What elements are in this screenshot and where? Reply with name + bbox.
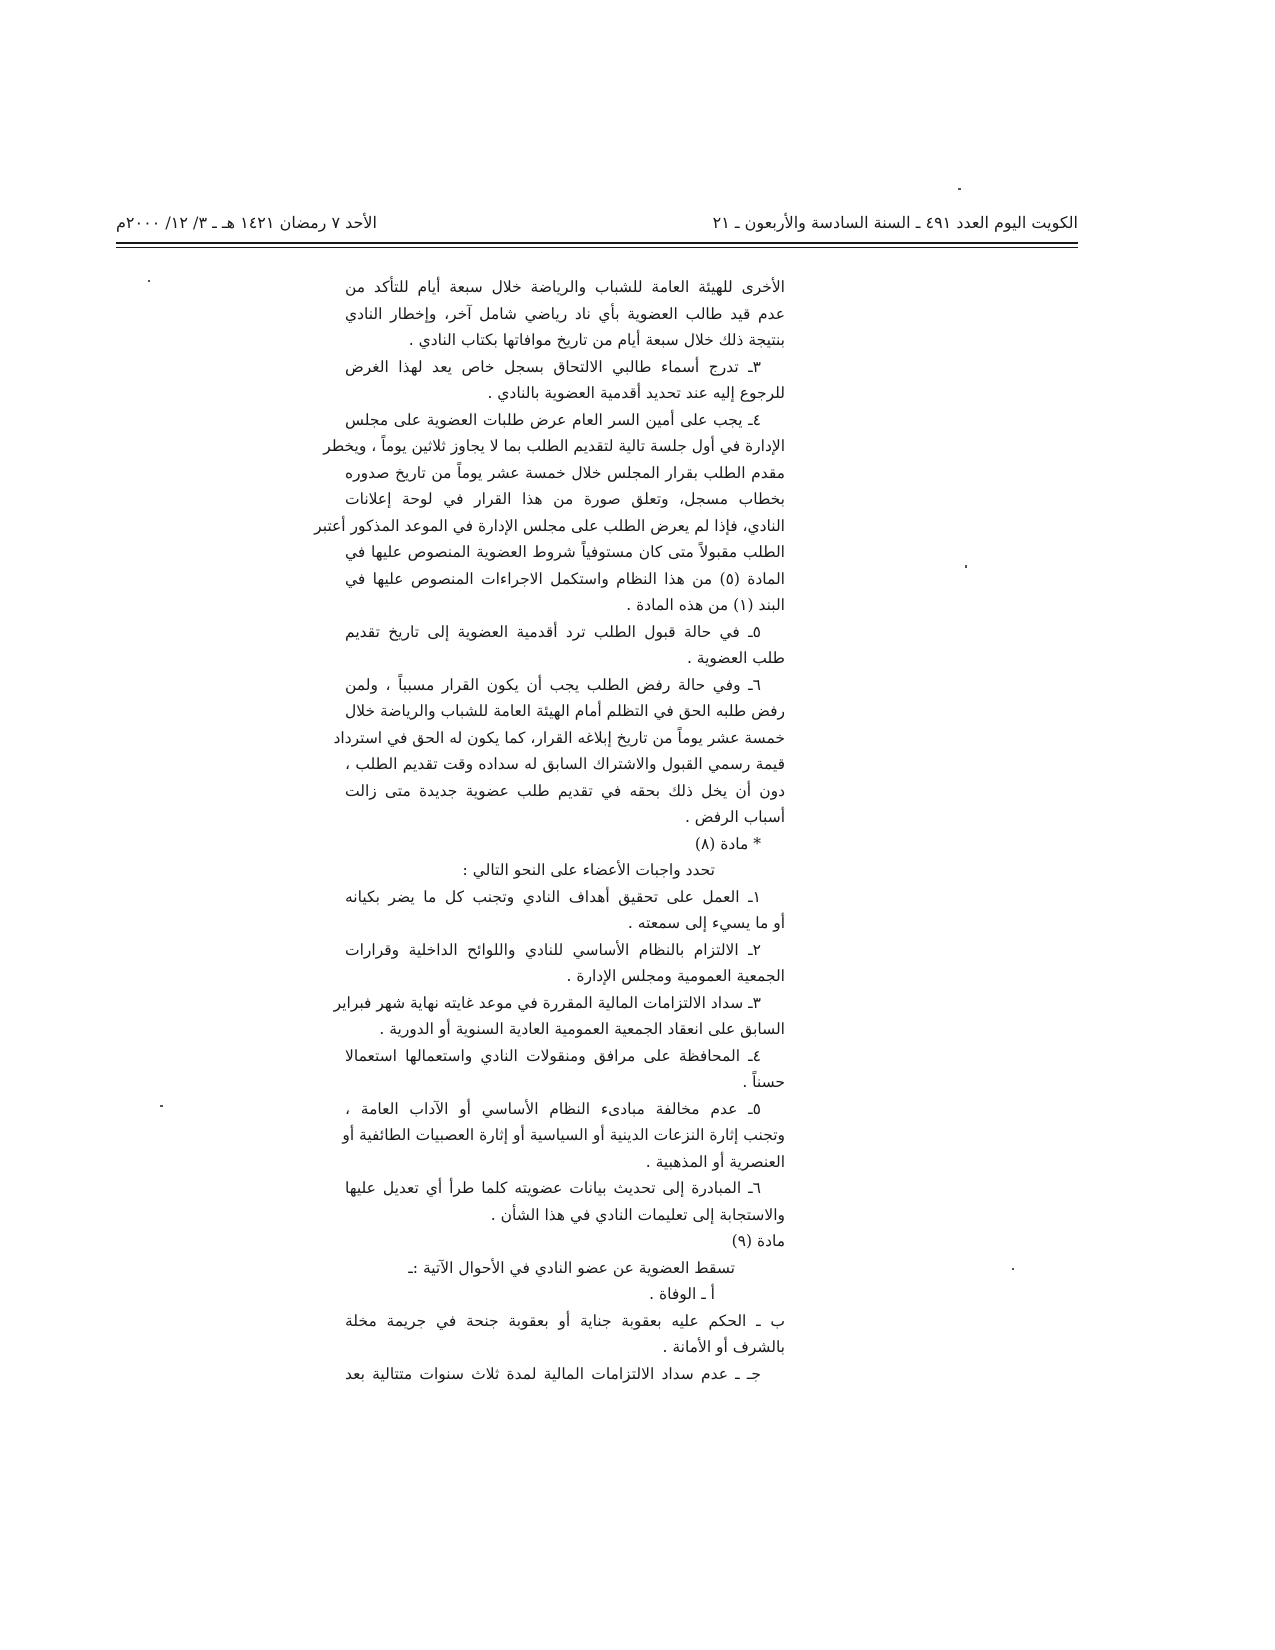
text-line: ٤ـ المحافظة على مرافق ومنقولات النادي واستعمالها استعمالا [345, 1046, 761, 1065]
text-line: ٢ـ الالتزام بالنظام الأساسي للنادي واللوائح الداخلية وقرارات [345, 940, 761, 959]
text-line: بالشرف أو الأمانة . [662, 1338, 785, 1356]
scan-speck [965, 565, 967, 568]
text-line: ٦ـ وفي حالة رفض الطلب يجب أن يكون القرار مسبباً ، ولمن [345, 675, 761, 694]
text-line: مقدم الطلب بقرار المجلس خلال خمسة عشر يوماً من تاريخ صدوره [345, 463, 785, 482]
text-line: الجمعية العمومية ومجلس الإدارة . [566, 967, 785, 985]
text-line: أسباب الرفض . [684, 808, 785, 826]
text-line: ٤ـ يجب على أمين السر العام عرض طلبات العضوية على مجلس [345, 410, 761, 429]
scan-speck [148, 280, 150, 282]
article-heading: * مادة (٨) [694, 834, 761, 853]
scan-speck [958, 188, 961, 190]
scan-speck [160, 1105, 163, 1107]
scan-speck [1012, 1268, 1014, 1270]
text-line: للرجوع إليه عند تحديد أقدمية العضوية بالنادي . [487, 384, 785, 402]
text-line: دون أن يخل ذلك بحقه في تقديم طلب عضوية جديدة متى زالت [345, 781, 785, 800]
header-issue-info: الكويت اليوم العدد ٤٩١ ـ السنة السادسة والأربعون ـ ٢١ [712, 213, 1078, 232]
text-line: البند (١) من هذه المادة . [626, 596, 785, 614]
text-line: خمسة عشر يوماً من تاريخ إبلاغه القرار، كما يكون له الحق في استرداد [333, 728, 785, 747]
header-rule [116, 242, 1078, 244]
article-heading: مادة (٩) [731, 1232, 785, 1250]
text-line: تحدد واجبات الأعضاء على النحو التالي : [462, 861, 715, 879]
text-line: أو ما يسيء إلى سمعته . [627, 914, 785, 932]
text-line: وتجنب إثارة النزعات الدينية أو السياسية أو إثارة العصبيات الطائفية أو [342, 1126, 785, 1144]
text-line: النادي، فإذا لم يعرض الطلب على مجلس الإدارة في الموعد المذكور أعتبر [314, 516, 785, 535]
text-line: ٣ـ تدرج أسماء طالبي الالتحاق بسجل خاص يعد لهذا الغرض [345, 357, 761, 376]
text-line: ب ـ الحكم عليه بعقوبة جناية أو بعقوبة جنحة في جريمة مخلة [345, 1311, 785, 1330]
text-line: والاستجابة إلى تعليمات النادي في هذا الشأن . [490, 1205, 785, 1224]
text-line: الأخرى للهيئة العامة للشباب والرياضة خلال سبعة أيام للتأكد من [345, 278, 785, 296]
text-line: ٣ـ سداد الالتزامات المالية المقررة في موعد غايته نهاية شهر فبراير [333, 993, 761, 1012]
text-line: جـ ـ عدم سداد الالتزامات المالية لمدة ثلاث سنوات متتالية بعد [345, 1364, 761, 1383]
text-line: عدم قيد طالب العضوية بأي ناد رياضي شامل آخر، وإخطار النادي [345, 304, 785, 323]
text-line: العنصرية أو المذهبية . [645, 1152, 785, 1171]
text-line: بخطاب مسجل، وتعلق صورة من هذا القرار في لوحة إعلانات [345, 490, 785, 508]
text-line: بنتيجة ذلك خلال سبعة أيام من تاريخ موافاتها بكتاب النادي . [408, 331, 785, 349]
text-line: الطلب مقبولاً متى كان مستوفياً شروط العضوية المنصوص عليها في [345, 543, 785, 561]
text-column [314, 274, 785, 1387]
header-rule-thin [116, 247, 1078, 248]
text-line: طلب العضوية . [686, 649, 785, 667]
text-line: حسناً . [742, 1073, 785, 1091]
text-line: المادة (٥) من هذا النظام واستكمل الاجراءات المنصوص عليها في [345, 569, 785, 588]
header-date: الأحد ٧ رمضان ١٤٢١ هـ ـ ٣/ ١٢/ ٢٠٠٠م [116, 213, 377, 232]
text-line: ٥ـ في حالة قبول الطلب ترد أقدمية العضوية إلى تاريخ تقديم [345, 622, 761, 641]
text-line: قيمة رسمي القبول والاشتراك السابق له سداده وقت تقديم الطلب ، [345, 755, 785, 773]
text-line: ٦ـ المبادرة إلى تحديث بيانات عضويته كلما طرأ أي تعديل عليها [345, 1179, 761, 1197]
text-line: الإدارة في أول جلسة تالية لتقديم الطلب بما لا يجاوز ثلاثين يوماً ، ويخطر [323, 437, 785, 455]
running-header [116, 213, 1078, 237]
text-line: رفض طلبه الحق في التظلم أمام الهيئة العامة للشباب والرياضة خلال [345, 702, 785, 720]
text-line: أ ـ الوفاة . [649, 1285, 715, 1303]
text-line: السابق على انعقاد الجمعية العمومية العادية السنوية أو الدورية . [379, 1020, 785, 1038]
text-line: تسقط العضوية عن عضو النادي في الأحوال الآتية :ـ [408, 1258, 735, 1277]
text-line: ١ـ العمل على تحقيق أهداف النادي وتجنب كل ما يضر بكيانه [345, 887, 761, 906]
text-line: ٥ـ عدم مخالفة مبادىء النظام الأساسي أو الآداب العامة ، [345, 1099, 761, 1118]
